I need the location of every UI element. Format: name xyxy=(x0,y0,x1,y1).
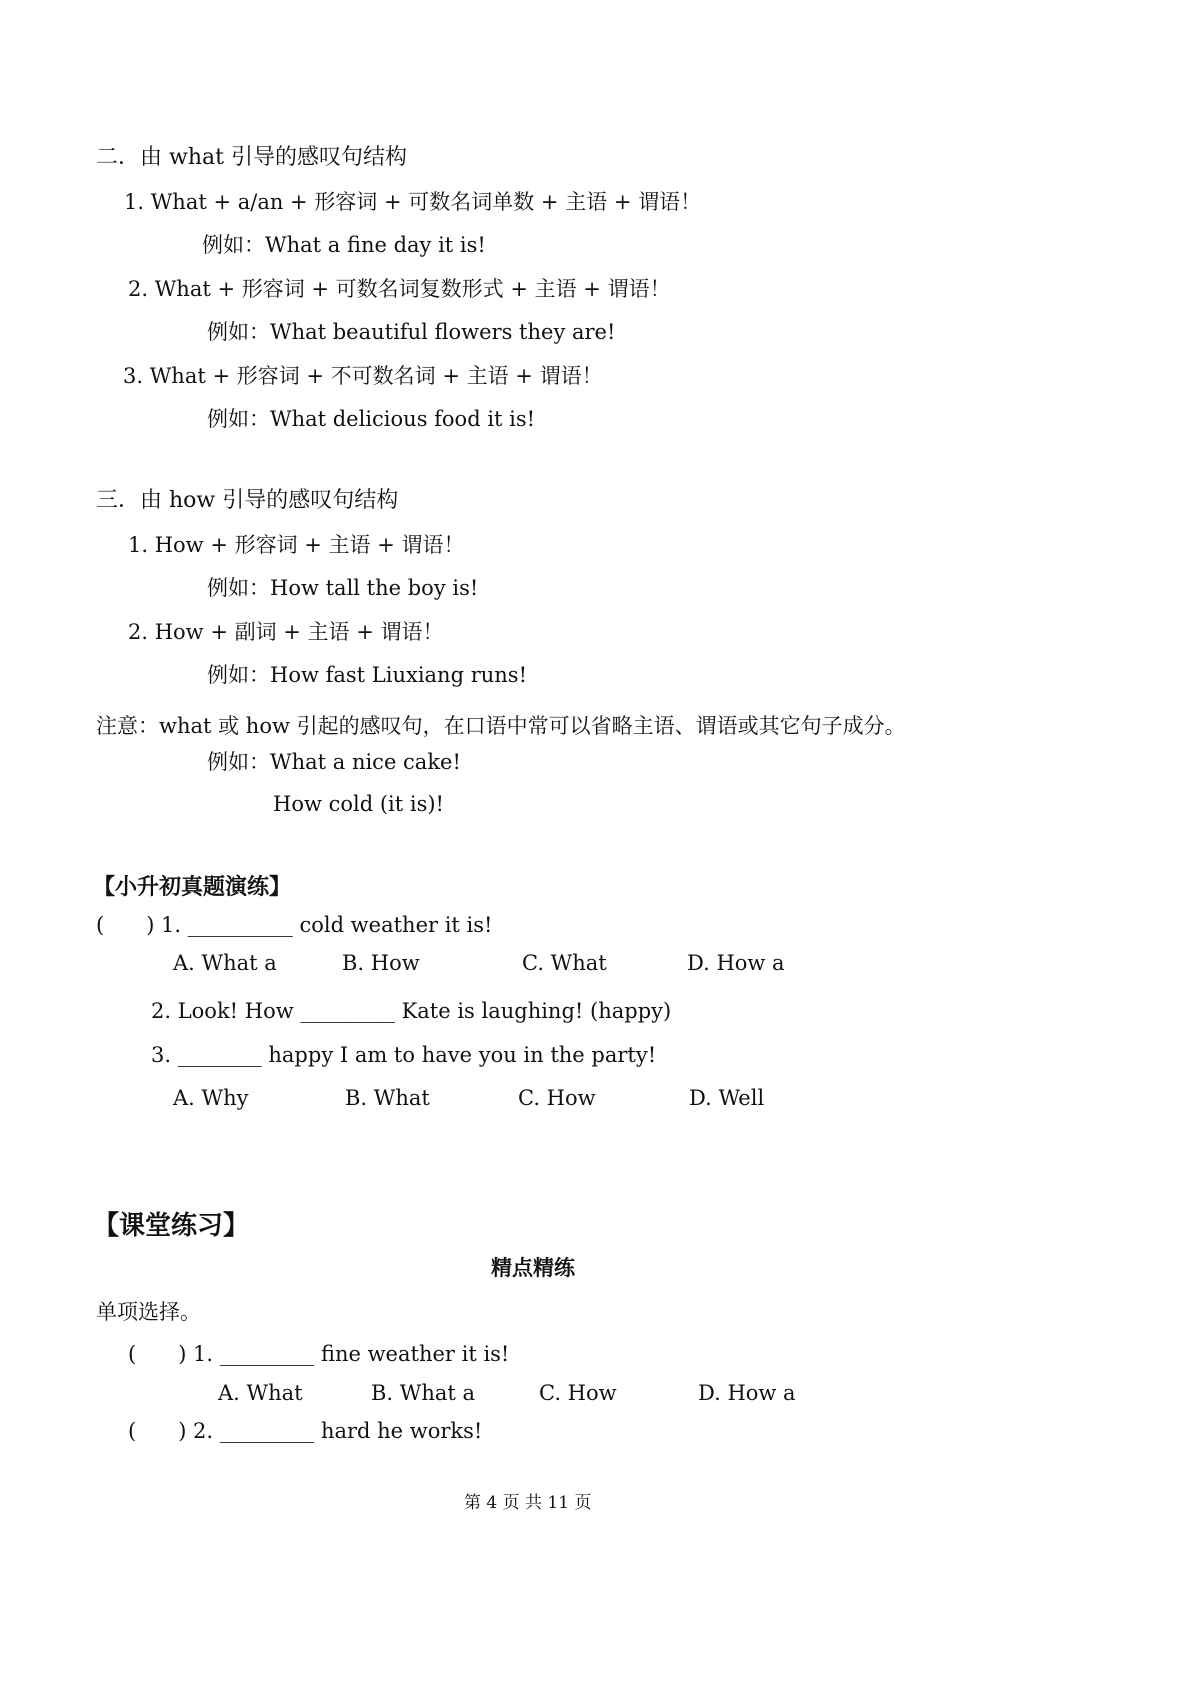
option: B. How xyxy=(342,951,420,975)
instruction: 单项选择。 xyxy=(96,1300,201,1324)
rule-formula: 3. What + 形容词 + 不可数名词 + 主语 + 谓语！ xyxy=(123,364,603,388)
option: C. How xyxy=(539,1381,617,1405)
rule-example: 例如：How tall the boy is! xyxy=(207,576,479,600)
option: A. Why xyxy=(173,1086,249,1110)
classroom-subheading: 精点精练 xyxy=(491,1256,575,1280)
question-stem: 2. Look! How _________ Kate is laughing! (happy) xyxy=(151,999,672,1023)
rule-example: 例如：What a fine day it is! xyxy=(202,233,486,257)
question-stem: ( ) 1. _________ fine weather it is! xyxy=(128,1342,510,1366)
option: D. Well xyxy=(689,1086,765,1110)
option: B. What xyxy=(345,1086,430,1110)
page-footer: 第 4 页 共 11 页 xyxy=(464,1493,592,1513)
option: D. How a xyxy=(687,951,785,975)
option: D. How a xyxy=(698,1381,796,1405)
rule-example: 例如：What delicious food it is! xyxy=(207,407,536,431)
note-text: 注意：what 或 how 引起的感叹句，在口语中常可以省略主语、谓语或其它句子成分。 xyxy=(96,714,906,738)
option: C. How xyxy=(518,1086,596,1110)
classroom-heading: 【课堂练习】 xyxy=(93,1211,250,1241)
section-heading-what: 二．由 what 引导的感叹句结构 xyxy=(96,145,407,170)
exam-practice-heading: 【小升初真题演练】 xyxy=(93,875,292,900)
rule-example: 例如：What beautiful flowers they are! xyxy=(207,320,616,344)
option: A. What a xyxy=(173,951,277,975)
question-stem: 3. ________ happy I am to have you in the party! xyxy=(151,1043,657,1067)
rule-formula: 1. What + a/an + 形容词 + 可数名词单数 + 主语 + 谓语！ xyxy=(124,190,702,214)
option: A. What xyxy=(218,1381,303,1405)
note-example: 例如：What a nice cake! xyxy=(207,750,461,774)
note-example: How cold (it is)! xyxy=(273,792,444,816)
rule-example: 例如：How fast Liuxiang runs! xyxy=(207,663,528,687)
rule-formula: 1. How + 形容词 + 主语 + 谓语！ xyxy=(128,533,465,557)
rule-formula: 2. What + 形容词 + 可数名词复数形式 + 主语 + 谓语！ xyxy=(128,277,671,301)
option: C. What xyxy=(522,951,607,975)
question-stem: ( ) 1. __________ cold weather it is! xyxy=(96,913,493,937)
rule-formula: 2. How + 副词 + 主语 + 谓语！ xyxy=(128,620,444,644)
section-heading-how: 三．由 how 引导的感叹句结构 xyxy=(96,488,399,513)
option: B. What a xyxy=(371,1381,476,1405)
question-stem: ( ) 2. _________ hard he works! xyxy=(128,1419,483,1443)
